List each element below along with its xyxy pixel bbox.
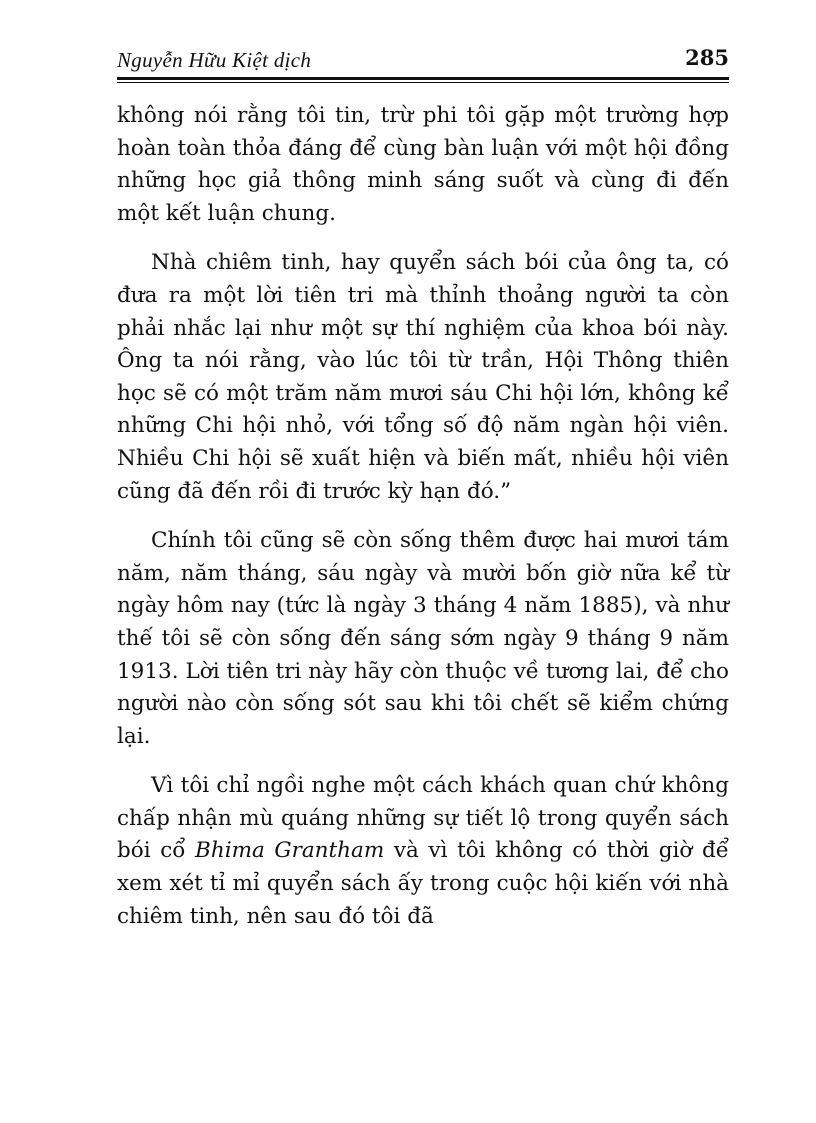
paragraph-text-after: và vì tôi không có thời giờ để xem xét tỉ mỉ quyển sách ấy trong cuộc hội kiến với nhà chiêm tinh, nên sau đó tôi đã bbox=[117, 838, 729, 929]
header-rule-thin bbox=[117, 82, 729, 83]
paragraph-continuation: không nói rằng tôi tin, trừ phi tôi gặp một trường hợp hoàn toàn thỏa đáng để cùng bàn luận với một hội đồng những học giả thông minh sáng suốt và cùng đi đến một kết luận chung. bbox=[117, 103, 729, 226]
page-body bbox=[117, 100, 729, 950]
running-header bbox=[117, 44, 729, 74]
paragraph-bhima-grantham bbox=[117, 770, 729, 933]
paragraph-text-before: Vì tôi chỉ ngồi nghe một cách khách quan chứ không chấp nhận mù quáng những sự tiết lộ trong quyển sách bói cổ bbox=[117, 773, 729, 864]
paragraph-lifespan: Chính tôi cũng sẽ còn sống thêm được hai mươi tám năm, năm tháng, sáu ngày và mười bốn giờ nữa kể từ ngày hôm nay (tức là ngày 3 tháng 4 năm 1885), và như thế tôi sẽ còn sống đến sáng sớm ngày 9 tháng 9 năm 1913. Lời tiên tri này hãy còn thuộc về tương lai, để cho người nào còn sống sót sau khi tôi chết sẽ kiểm chứng lại. bbox=[117, 528, 729, 749]
page-number: 285 bbox=[685, 45, 729, 70]
paragraph-prophecy: Nhà chiêm tinh, hay quyển sách bói của ông ta, có đưa ra một lời tiên tri mà thỉnh thoảng người ta còn phải nhắc lại như một sự thí nghiệm của khoa bói này. Ông ta nói rằng, vào lúc tôi từ trần, Hội Thông thiên học sẽ có một trăm năm mươi sáu Chi hội lớn, không kể những Chi hội nhỏ, với tổng số độ năm ngàn hội viên. Nhiều Chi hội sẽ xuất hiện và biến mất, nhiều hội viên cũng đã đến rồi đi trước kỳ hạn đó.” bbox=[117, 250, 729, 504]
book-title-italic: Bhima Grantham bbox=[195, 838, 385, 864]
header-rule-thick bbox=[117, 77, 729, 80]
running-header-title: Nguyễn Hữu Kiệt dịch bbox=[117, 48, 312, 72]
